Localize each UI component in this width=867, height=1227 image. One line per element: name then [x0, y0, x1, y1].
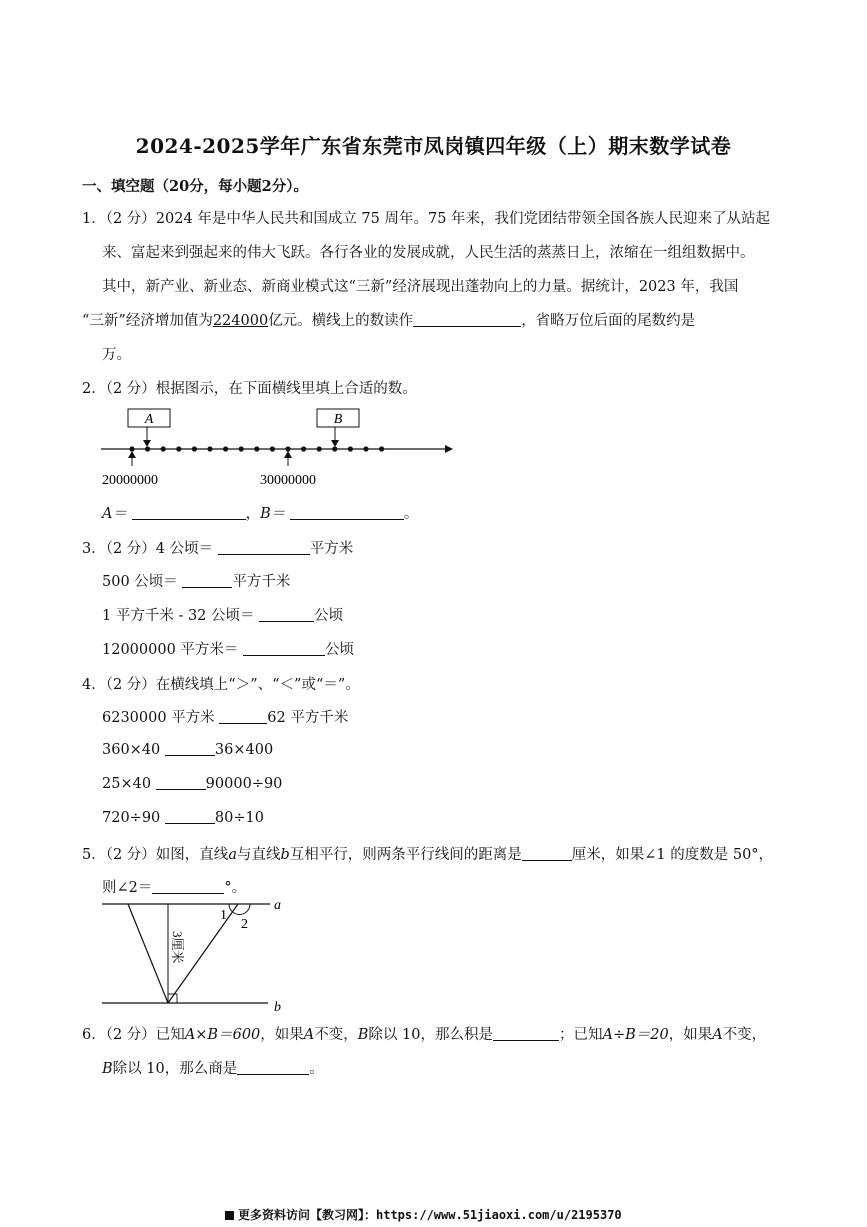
q5-l1-pre: 5．（2 分）如图，直线 [82, 847, 229, 863]
footer-text: 更多资料访问【教习网】：https://www.51jiaoxi.com/u/2195370 [238, 1208, 622, 1222]
q4-row3 [102, 774, 282, 792]
q4-row4 [102, 808, 264, 826]
q1-line4 [82, 309, 695, 330]
q6-expr1: A×B＝600 [184, 1027, 261, 1043]
q6-blank-product[interactable] [493, 1025, 559, 1041]
left-slant-line [128, 904, 168, 1003]
q3-l2-post: 平方千米 [232, 574, 291, 590]
q6-l2-end: 。 [309, 1061, 324, 1077]
number-line-dot [145, 446, 150, 451]
number-line-dot [348, 446, 353, 451]
q4-prompt: 4．（2 分）在横线填上“＞”、“＜”或“＝”。 [82, 677, 360, 693]
q1-underlined-number: 224000 [212, 313, 269, 329]
q3-blank-1[interactable] [218, 539, 310, 555]
q5-l1-mid2: 互相平行，则两条平行线间的距离是 [289, 847, 522, 863]
q6-l1-mid4: ；已知 [558, 1027, 603, 1043]
q3-l1-post: 平方米 [309, 541, 354, 557]
tick-label-left: 20000000 [102, 473, 158, 488]
q2-a-label: A＝ [102, 506, 127, 522]
q1-line4-mid: 亿元。横线上的数读作 [268, 313, 414, 329]
flag-icon [225, 1211, 234, 1220]
q5-l2-pre: 则∠2＝ [102, 880, 153, 896]
distance-label: 3厘米 [170, 931, 185, 964]
q5-line2 [102, 876, 246, 897]
number-line-dot [301, 446, 306, 451]
q3-l4-post: 公顷 [325, 642, 355, 658]
number-line-dot [239, 446, 244, 451]
number-line-dot [192, 446, 197, 451]
q3-line1 [82, 537, 353, 558]
q3-line3 [102, 604, 343, 625]
number-line-figure [95, 402, 460, 497]
number-line-dot [161, 446, 166, 451]
q5-var-b: b [280, 847, 290, 863]
q6-line1 [82, 1023, 766, 1044]
angle-2-label: 2 [241, 917, 248, 932]
q5-l1-mid1: 与直线 [236, 847, 281, 863]
number-line-dot [379, 446, 384, 451]
q1-line4-post: ，省略万位后面的尾数约是 [521, 313, 696, 329]
angle-1-label: 1 [220, 908, 227, 923]
q5-l2-post: °。 [224, 880, 247, 896]
number-line-dot [176, 446, 181, 451]
number-line-dot [332, 446, 337, 451]
q4-blank-1[interactable] [219, 708, 267, 724]
number-line-dot [363, 446, 368, 451]
label-b: B [333, 412, 343, 427]
q3-blank-4[interactable] [243, 640, 325, 656]
q6-l1-mid2: 不变， [314, 1027, 358, 1043]
number-line-dot [129, 446, 134, 451]
number-line-dot [285, 446, 290, 451]
q6-expr2: A÷B＝20 [602, 1027, 669, 1043]
q3-line4 [102, 638, 354, 659]
q5-l1-post: 厘米，如果∠1 的度数是 50°， [571, 847, 774, 863]
q5-var-a: a [228, 847, 237, 863]
q6-var-a: A [303, 1027, 315, 1043]
line-a-label: a [274, 898, 281, 913]
q4-blank-3[interactable] [156, 774, 206, 790]
q4-r3-pre: 25×40 [102, 776, 152, 792]
q6-l1-end: 不变， [722, 1027, 767, 1043]
q1-line3: 其中，新产业、新业态、新商业模式这“三新”经济展现出蓬勃向上的力量。据统计，2023 年，我国 [102, 279, 739, 295]
line-b-label: b [274, 1000, 281, 1015]
q2-b-label: B＝ [260, 506, 286, 522]
q4-r1-pre: 6230000 平方米 [102, 710, 215, 726]
q6-l1-mid5: ，如果 [668, 1027, 713, 1043]
q4-r2-pre: 360×40 [102, 742, 161, 758]
q4-r2-post: 36×400 [214, 742, 274, 758]
q6-var-b: B [357, 1027, 369, 1043]
q3-line2 [102, 570, 290, 591]
q3-l1-pre: 3．（2 分）4 公顷＝ [82, 541, 214, 557]
q2-blank-a[interactable] [132, 504, 246, 520]
q3-l3-pre: 1 平方千米 - 32 公顷＝ [102, 608, 255, 624]
tick-label-right: 30000000 [260, 473, 316, 488]
q3-l4-pre: 12000000 平方米＝ [102, 642, 239, 658]
q6-l1-mid3: 除以 10，那么积是 [368, 1027, 493, 1043]
q2-blank-b[interactable] [290, 504, 404, 520]
q3-l2-pre: 500 公顷＝ [102, 574, 178, 590]
q4-r3-post: 90000÷90 [205, 776, 283, 792]
q6-l2-mid: 除以 10，那么商是 [112, 1061, 238, 1077]
q5-blank-angle2[interactable] [152, 878, 224, 894]
q1-line5: 万。 [102, 347, 131, 363]
q2-sep: ， [245, 506, 261, 522]
q5-blank-distance[interactable] [522, 845, 572, 861]
q3-blank-3[interactable] [259, 606, 314, 622]
q1-blank-reading[interactable] [413, 311, 521, 327]
q6-blank-quotient[interactable] [237, 1059, 309, 1075]
q4-r1-post: 62 平方千米 [267, 710, 349, 726]
q2-end: 。 [403, 506, 419, 522]
q4-r4-post: 80÷10 [214, 810, 264, 826]
q2-answers [102, 502, 418, 523]
q6-l1-mid: ，如果 [260, 1027, 304, 1043]
q6-line2 [102, 1057, 324, 1078]
label-a: A [144, 412, 154, 427]
q1-line2: 来、富起来到强起来的伟大飞跃。各行各业的发展成就，人民生活的蒸蒸日上，浓缩在一组组数据中。 [102, 245, 755, 261]
number-line-dot [254, 446, 259, 451]
q2-prompt: 2．（2 分）根据图示，在下面横线里填上合适的数。 [82, 381, 417, 397]
parallel-lines-figure [98, 895, 293, 1015]
number-line-dot [270, 446, 275, 451]
q6-var-b-2: B [102, 1061, 113, 1077]
number-line-dot [207, 446, 212, 451]
q4-row1 [102, 706, 348, 727]
q4-r4-pre: 720÷90 [102, 810, 161, 826]
footer-link[interactable] [225, 1206, 622, 1223]
page-title: 2024-2025学年广东省东莞市凤岗镇四年级（上）期末数学试卷 [135, 134, 732, 158]
q1-line4-pre: “三新”经济增加值为 [82, 313, 213, 329]
section-heading: 一、填空题（20分，每小题2分）。 [82, 178, 309, 195]
q5-line1 [82, 843, 773, 864]
q3-l3-post: 公顷 [314, 608, 344, 624]
q3-blank-2[interactable] [182, 572, 232, 588]
q4-row2 [102, 740, 273, 758]
number-line-dot [223, 446, 228, 451]
number-line-dot [317, 446, 322, 451]
q6-l1-pre: 6．（2 分）已知 [82, 1027, 185, 1043]
q4-blank-4[interactable] [165, 808, 215, 824]
q1-line1: 1．（2 分）2024 年是中华人民共和国成立 75 周年。75 年来，我们党团结带领全国各族人民迎来了从站起 [82, 211, 771, 227]
q4-blank-2[interactable] [165, 740, 215, 756]
q6-var-a-2: A [712, 1027, 723, 1043]
